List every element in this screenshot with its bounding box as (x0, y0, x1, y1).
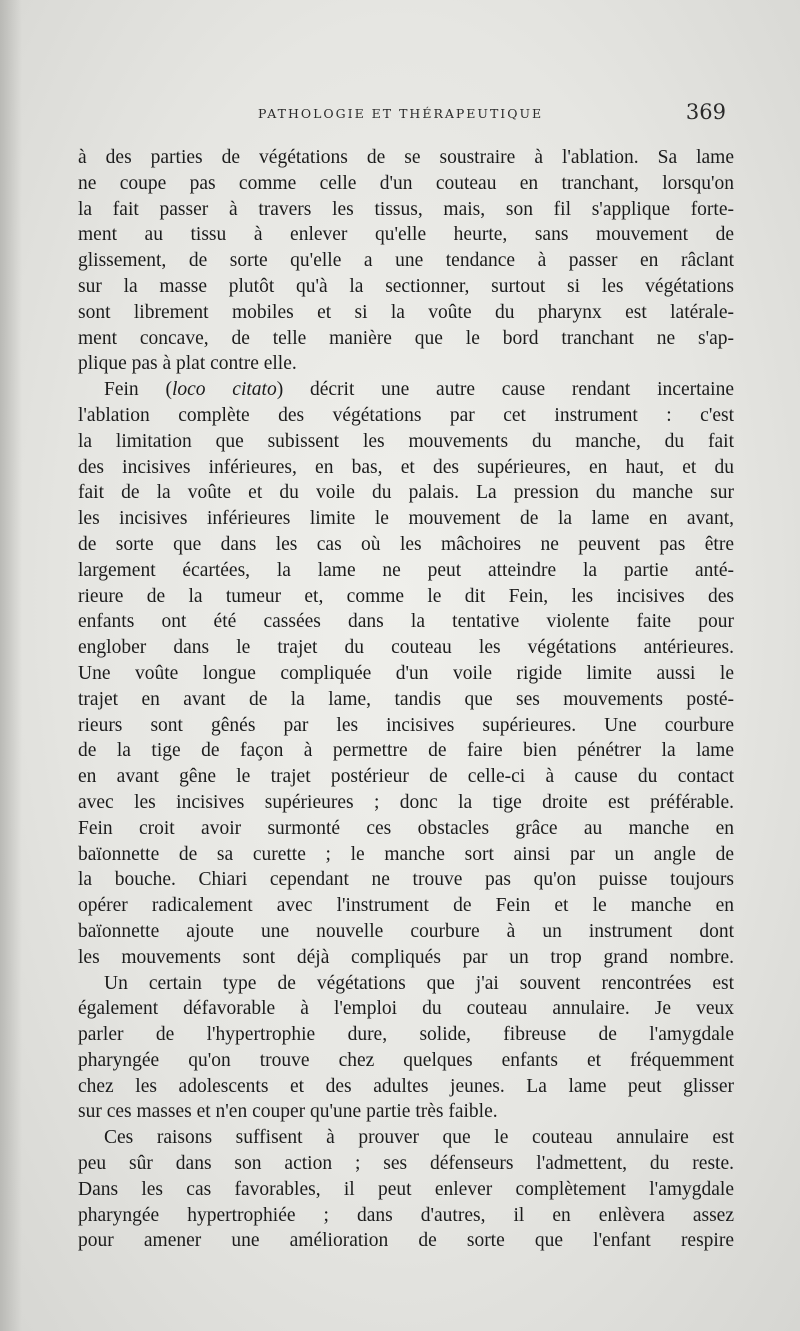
text-line: des incisives inférieures, en bas, et des supérieures, en haut, et du (78, 456, 734, 478)
text-line: sont librement mobiles et si la voûte du pharynx est latérale- (78, 301, 734, 323)
text-line: en avant gêne le trajet postérieur de celle-ci à cause du contact (78, 766, 734, 788)
text-line: la bouche. Chiari cependant ne trouve pas qu'on puisse toujours (78, 869, 734, 891)
text-line: Ces raisons suffisent à prouver que le couteau annulaire est (104, 1127, 734, 1149)
text-line: l'ablation complète des végétations par cet instrument : c'est (78, 404, 734, 426)
text-line: baïonnette de sa curette ; le manche sort ainsi par un angle de (78, 843, 734, 865)
page-spine-shadow (0, 0, 22, 1331)
text-line: rieure de la tumeur et, comme le dit Fein, les incisives des (78, 585, 734, 607)
text-line: trajet en avant de la lame, tandis que ses mouvements posté- (78, 688, 734, 710)
text-line: englober dans le trajet du couteau les végétations antérieures. (78, 637, 734, 659)
text-line: les incisives inférieures limite le mouvement de la lame en avant, (78, 508, 734, 530)
text-line: également défavorable à l'emploi du couteau annulaire. Je veux (78, 998, 734, 1020)
page-header (90, 100, 730, 130)
text-line: chez les adolescents et des adultes jeunes. La lame peut glisser (78, 1075, 734, 1097)
text-line: fait de la voûte et du voile du palais. La pression du manche sur (78, 482, 734, 504)
text-line: les mouvements sont déjà compliqués par un trop grand nombre. (78, 946, 734, 968)
text-line: plique pas à plat contre elle. (78, 353, 297, 375)
text-line: opérer radicalement avec l'instrument de Fein et le manche en (78, 895, 734, 917)
text-line: rieurs sont gênés par les incisives supérieures. Une courbure (78, 714, 734, 736)
text-line: ment concave, de telle manière que le bord tranchant ne s'ap- (78, 327, 734, 349)
text-line: baïonnette ajoute une nouvelle courbure à un instrument dont (78, 920, 734, 942)
text-line: enfants ont été cassées dans la tentative violente faite pour (78, 611, 734, 633)
text-line-with-italic (78, 377, 734, 403)
text-line: de la tige de façon à permettre de faire bien pénétrer la lame (78, 740, 734, 762)
text-line: avec les incisives supérieures ; donc la tige droite est préférable. (78, 791, 734, 813)
running-head: PATHOLOGIE ET THÉRAPEUTIQUE (258, 106, 544, 121)
text-line: Une voûte longue compliquée d'un voile rigide limite aussi le (78, 662, 734, 684)
text-line: pharyngée qu'on trouve chez quelques enfants et fréquemment (78, 1049, 734, 1071)
text-line: de sorte que dans les cas où les mâchoires ne peuvent pas être (78, 533, 734, 555)
text-line: glissement, de sorte qu'elle a une tendance à passer en râclant (78, 250, 734, 272)
text-line: ne coupe pas comme celle d'un couteau en tranchant, lorsqu'on (78, 172, 734, 194)
text-run: ) décrit une autre cause rendant incertaine (276, 379, 734, 401)
text-line: la fait passer à travers les tissus, mais, son fil s'applique forte- (78, 198, 734, 220)
text-line: ment au tissu à enlever qu'elle heurte, sans mouvement de (78, 224, 734, 246)
text-line: parler de l'hypertrophie dure, solide, fibreuse de l'amygdale (78, 1024, 734, 1046)
text-line: largement écartées, la lame ne peut atteindre la partie anté- (78, 559, 734, 581)
text-line: Un certain type de végétations que j'ai souvent rencontrées est (104, 972, 734, 994)
text-line: la limitation que subissent les mouvements du manche, du fait (78, 430, 734, 452)
text-run: Fein ( (104, 379, 172, 401)
text-line: à des parties de végétations de se soustraire à l'ablation. Sa lame (78, 147, 734, 168)
page-number: 369 (685, 100, 726, 124)
text-line: pour amener une amélioration de sorte que l'enfant respire (78, 1230, 734, 1252)
italic-citation: loco citato (171, 379, 277, 401)
text-line: Dans les cas favorables, il peut enlever complètement l'amygdale (78, 1178, 734, 1200)
text-line: peu sûr dans son action ; ses défenseurs l'admettent, du reste. (78, 1153, 734, 1175)
text-line: sur la masse plutôt qu'à la sectionner, surtout si les végétations (78, 275, 734, 297)
text-line: Fein croit avoir surmonté ces obstacles grâce au manche en (78, 817, 734, 839)
body-text (78, 145, 734, 1254)
text-line: pharyngée hypertrophiée ; dans d'autres, il en enlèvera assez (78, 1204, 734, 1226)
text-line: sur ces masses et n'en couper qu'une partie très faible. (78, 1101, 498, 1123)
